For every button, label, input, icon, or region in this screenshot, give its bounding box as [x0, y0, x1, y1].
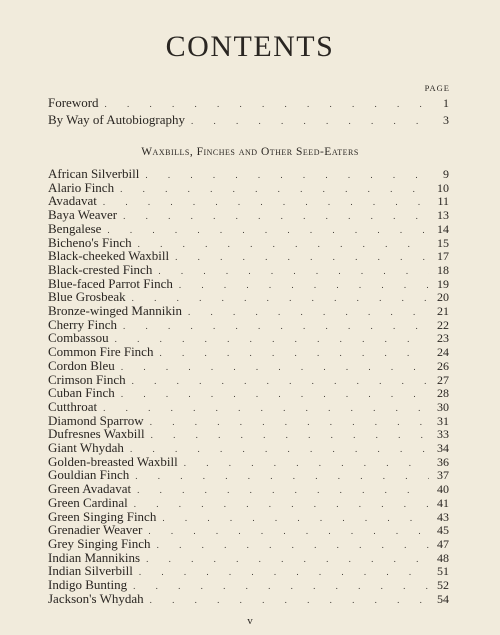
entry-page-number: 41	[437, 495, 449, 510]
entry-page-number: 26	[437, 358, 449, 373]
page-column-label: PAGE	[424, 83, 450, 93]
entry-title: Black-cheeked Waxbill	[48, 248, 170, 264]
entry-page-number: 31	[437, 413, 449, 428]
entry-title: Giant Whydah	[48, 440, 124, 455]
entry-title: Common Fire Finch	[48, 344, 154, 360]
entry-page-number: 33	[437, 427, 449, 442]
entry-title: By Way of Autobiography	[48, 112, 186, 127]
dot-leader	[191, 113, 429, 129]
entry-title: Jackson's Whydah	[48, 590, 144, 606]
entry-title: Green Cardinal	[48, 494, 128, 510]
entry-page-number: 51	[437, 564, 449, 579]
entry-title: Indigo Bunting	[48, 577, 128, 592]
entry-title: Dufresnes Waxbill	[48, 426, 145, 442]
entry-title: Grey Singing Finch	[48, 535, 151, 551]
entry-title: Bicheno's Finch	[48, 234, 132, 250]
toc-entry	[48, 591, 449, 608]
page-title: CONTENTS	[165, 30, 335, 63]
entry-page-number: 11	[437, 194, 449, 209]
entry-title: Grenadier Weaver	[48, 522, 143, 538]
entry-title: Cordon Bleu	[48, 357, 115, 373]
folio: v	[247, 615, 253, 627]
entry-page-number: 14	[437, 221, 449, 236]
front-matter-entry	[48, 112, 449, 129]
entry-page-number: 28	[437, 386, 449, 401]
entry-title: Combassou	[48, 330, 109, 346]
entry-title: Green Singing Finch	[48, 508, 157, 524]
entry-title: Avadavat	[48, 193, 97, 209]
entry-title: African Silverbill	[48, 166, 140, 181]
entry-title: Cherry Finch	[48, 316, 117, 332]
entry-page-number: 13	[437, 208, 449, 223]
entry-title: Gouldian Finch	[48, 467, 130, 483]
entry-title: Baya Weaver	[48, 207, 118, 223]
entry-title: Crimson Finch	[48, 371, 126, 387]
entry-page-number: 15	[437, 235, 449, 250]
entry-title: Black-crested Finch	[48, 261, 153, 277]
entry-page-number: 9	[443, 167, 449, 181]
entry-page-number: 47	[437, 536, 449, 551]
entry-page-number: 23	[437, 331, 449, 346]
entry-title: Green Avadavat	[48, 481, 132, 497]
entry-page-number: 27	[437, 372, 449, 387]
entry-title: Cuban Finch	[48, 385, 115, 401]
entry-title: Golden-breasted Waxbill	[48, 453, 178, 469]
entry-title: Alario Finch	[48, 179, 115, 195]
entry-title: Indian Silverbill	[48, 563, 133, 579]
entry-page-number: 1	[443, 96, 449, 110]
section-heading	[0, 146, 500, 158]
entry-title: Bengalese	[48, 220, 102, 236]
entry-page-number: 18	[437, 262, 449, 277]
front-matter-entry	[48, 95, 449, 112]
entry-page-number: 37	[437, 468, 449, 483]
entry-page-number: 54	[437, 591, 449, 606]
entry-title: Indian Mannikins	[48, 549, 141, 565]
entry-title: Blue-faced Parrot Finch	[48, 275, 173, 291]
dot-leader	[150, 592, 429, 608]
entry-page-number: 10	[437, 180, 449, 195]
entry-page-number: 40	[437, 482, 449, 497]
entry-page-number: 36	[437, 454, 449, 469]
entry-page-number: 19	[437, 276, 449, 291]
entry-page-number: 34	[437, 441, 449, 455]
entry-title: Bronze-winged Mannikin	[48, 303, 182, 318]
entry-page-number: 3	[443, 113, 449, 127]
entry-page-number: 45	[437, 523, 449, 538]
entry-page-number: 21	[437, 304, 449, 318]
entry-page-number: 17	[437, 249, 449, 264]
entry-page-number: 48	[437, 550, 449, 565]
section-heading-text: Waxbills, Finches and Other Seed-Eaters	[141, 146, 359, 158]
entry-page-number: 43	[437, 509, 449, 524]
entry-page-number: 52	[437, 578, 449, 592]
entry-page-number: 22	[437, 317, 449, 332]
entry-title: Foreword	[48, 95, 99, 110]
entry-page-number: 30	[437, 399, 449, 414]
entry-title: Diamond Sparrow	[48, 412, 144, 428]
dot-leader	[105, 96, 429, 112]
entry-page-number: 24	[437, 345, 449, 360]
entry-title: Cutthroat	[48, 398, 98, 414]
entry-title: Blue Grosbeak	[48, 289, 126, 305]
entry-page-number: 20	[437, 290, 449, 305]
